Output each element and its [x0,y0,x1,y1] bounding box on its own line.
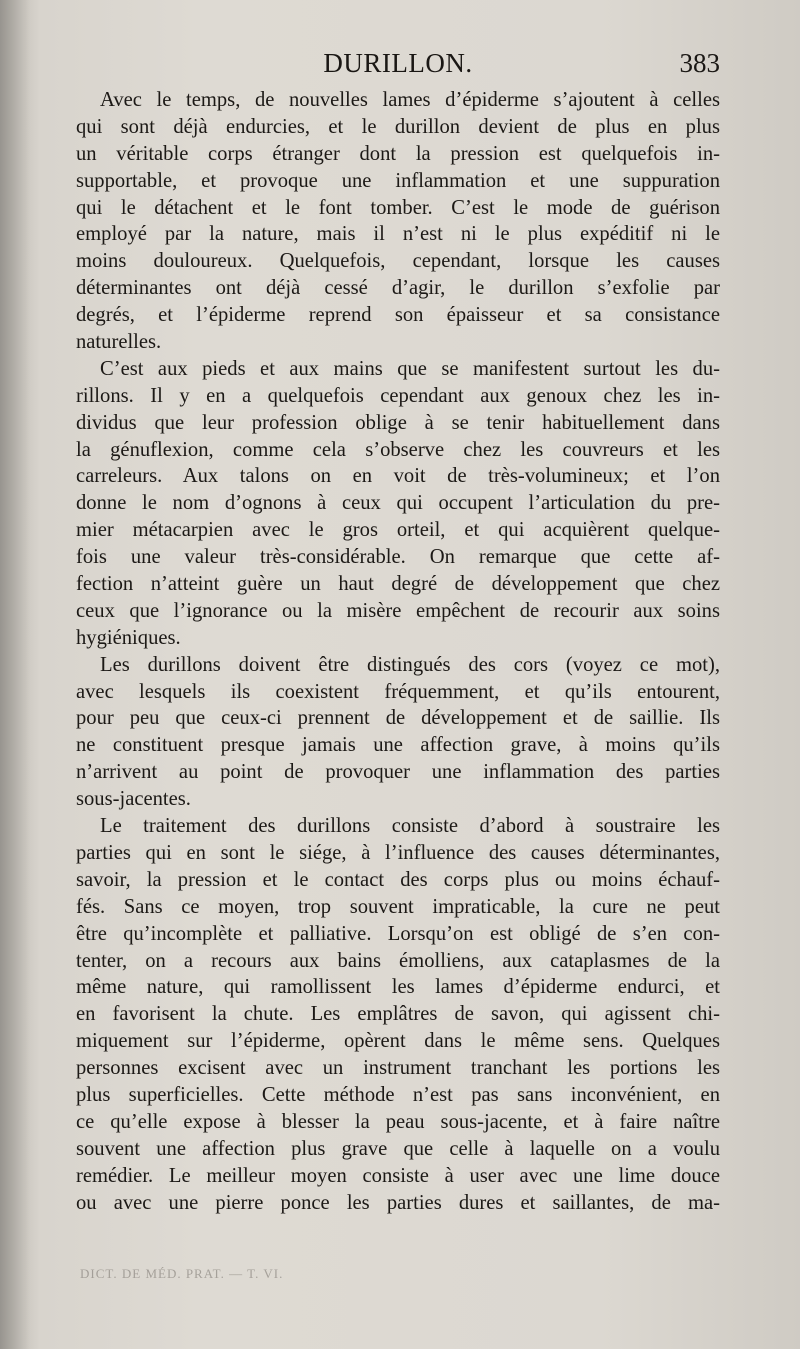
paragraph [76,356,720,652]
text-line: tenter, on a recours aux bains émolliens, aux cataplasmes de la [76,949,720,972]
page-number: 383 [679,48,720,78]
text-line: dividus que leur profession oblige à se tenir habituellement dans [76,411,720,434]
text-line: C’est aux pieds et aux mains que se manifestent surtout les du- [100,357,720,380]
text-line: hygiéniques. [76,626,181,649]
text-line: carreleurs. Aux talons on en voit de très-volumineux; et l’on [76,465,720,488]
body-text [76,87,720,1216]
text-line: Les durillons doivent être distingués des cors (voyez ce mot), [100,653,720,676]
text-line: personnes excisent avec un instrument tranchant les portions les [76,1057,720,1080]
text-line: la génuflexion, comme cela s’observe chez les couvreurs et les [76,438,720,461]
running-title: DURILLON. [323,48,473,78]
text-line: souvent une affection plus grave que celle à laquelle on a voulu [76,1137,720,1160]
text-line: degrés, et l’épiderme reprend son épaisseur et sa consistance [76,304,720,327]
paragraph [76,652,720,813]
page-header [76,48,720,88]
text-line: donne le nom d’ognons à ceux qui occupent l’articulation du pre- [76,492,720,515]
text-line: déterminantes ont déjà cessé d’agir, le durillon s’exfolie par [76,277,720,300]
text-line: même nature, qui ramollissent les lames d’épiderme endurci, et [76,976,720,999]
text-line: avec lesquels ils coexistent fréquemment, et qu’ils entourent, [76,680,720,703]
text-line: fection n’atteint guère un haut degré de développement que chez [76,573,720,596]
printer-signature: DICT. DE MÉD. PRAT. — T. VI. [80,1266,284,1281]
text-line: ne constituent presque jamais une affection grave, à moins qu’ils [76,734,720,757]
text-line: fois une valeur très-considérable. On remarque que cette af- [76,546,720,569]
text-line: un véritable corps étranger dont la pression est quelquefois in- [76,142,720,165]
text-line: savoir, la pression et le contact des corps plus ou moins échauf- [76,868,720,891]
text-line: plus superficielles. Cette méthode n’est pas sans inconvénient, en [76,1083,720,1106]
text-line: ceux que l’ignorance ou la misère empêchent de recourir aux soins [76,599,720,622]
text-line: n’arrivent au point de provoquer une inflammation des parties [76,761,720,784]
text-line: mier métacarpien avec le gros orteil, et qui acquièrent quelque- [76,519,720,542]
text-line: Le traitement des durillons consiste d’abord à soustraire les [100,815,720,838]
text-line: rillons. Il y en a quelquefois cependant aux genoux chez les in- [76,384,720,407]
text-line: naturelles. [76,331,162,354]
text-line: qui le détachent et le font tomber. C’est le mode de guérison [76,196,720,219]
text-line: être qu’incomplète et palliative. Lorsqu’on est obligé de s’en con- [76,922,720,945]
text-line: fés. Sans ce moyen, trop souvent impraticable, la cure ne peut [76,895,720,918]
text-line: pour peu que ceux-ci prennent de développement et de saillie. Ils [76,707,720,730]
text-line: en favorisent la chute. Les emplâtres de savon, qui agissent chi- [76,1003,720,1026]
text-line: miquement sur l’épiderme, opèrent dans le même sens. Quelques [76,1030,720,1053]
text-line: ou avec une pierre ponce les parties dures et saillantes, de ma- [76,1191,720,1214]
text-line: parties qui en sont le siége, à l’influence des causes déterminantes, [76,841,720,864]
text-line: qui sont déjà endurcies, et le durillon devient de plus en plus [76,115,720,138]
text-line: Avec le temps, de nouvelles lames d’épiderme s’ajoutent à celles [100,89,720,111]
text-line: supportable, et provoque une inflammation et une suppuration [76,169,720,192]
text-line: remédier. Le meilleur moyen consiste à user avec une lime douce [76,1164,720,1187]
text-line: sous-jacentes. [76,788,191,811]
paragraph [76,813,720,1216]
text-line: ce qu’elle expose à blesser la peau sous-jacente, et à faire naître [76,1110,720,1133]
text-line: employé par la nature, mais il n’est ni le plus expéditif ni le [76,223,720,246]
paragraph [76,87,720,356]
text-line: moins douloureux. Quelquefois, cependant, lorsque les causes [76,250,720,273]
